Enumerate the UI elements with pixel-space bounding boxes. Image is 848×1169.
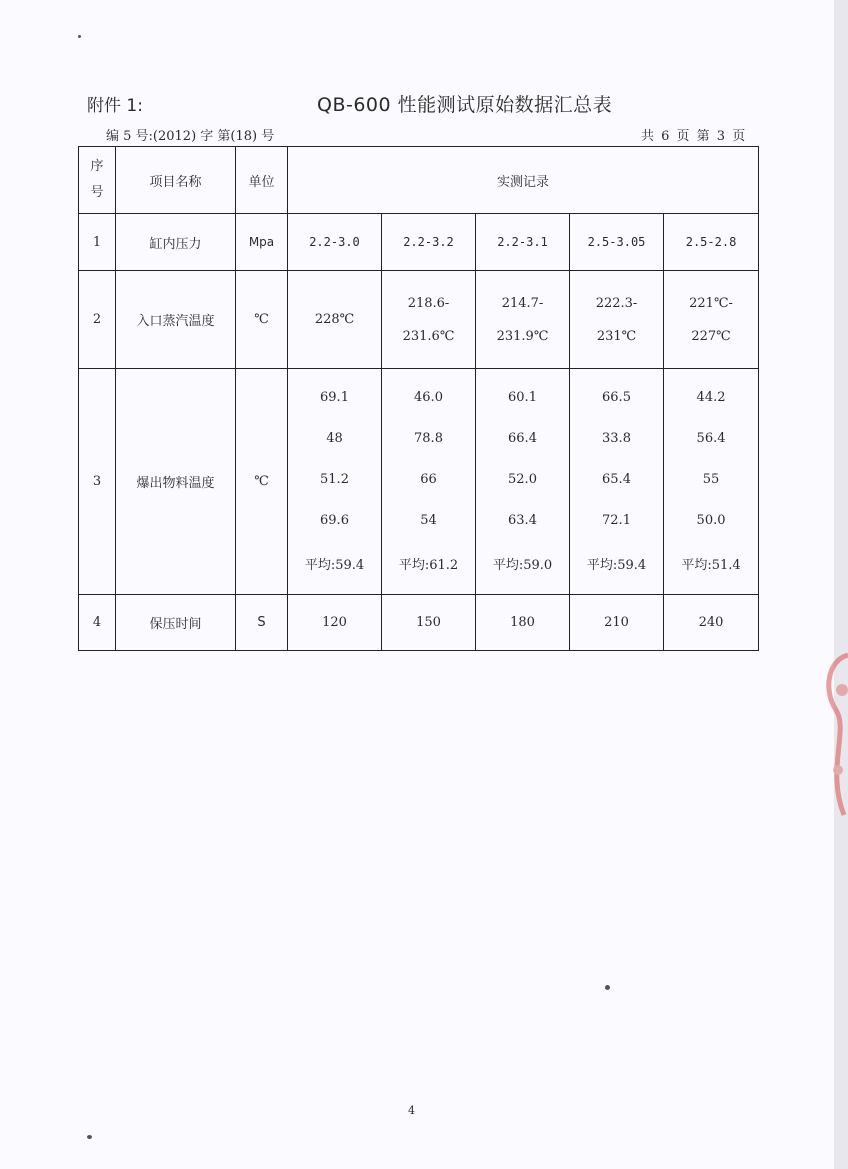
value-cell	[382, 369, 476, 595]
scan-speck	[87, 1135, 92, 1139]
value-cell	[288, 271, 382, 369]
test-data-table	[78, 146, 759, 651]
value-cell	[570, 369, 664, 595]
red-seal-stamp	[818, 650, 848, 820]
header-seq-top: 序	[90, 159, 104, 174]
value-line: 51.2	[320, 472, 349, 487]
value-line: 66	[420, 472, 437, 487]
attachment-label: 附件 1:	[87, 96, 143, 116]
value-cell: 2.2-3.1	[476, 214, 570, 271]
value-cell	[476, 271, 570, 369]
average-line: 平均:51.4	[681, 558, 741, 573]
value-line: 54	[420, 513, 437, 528]
value-line: 231.6℃	[402, 328, 455, 344]
average-line: 平均:61.2	[398, 558, 459, 573]
value-line: 66.5	[602, 390, 631, 405]
value-line: 78.8	[414, 431, 443, 446]
scan-speck	[78, 35, 81, 38]
table-row	[79, 214, 759, 271]
value-cell	[382, 271, 476, 369]
header-seq	[79, 147, 116, 214]
average-line: 平均:59.4	[586, 558, 647, 573]
row-item: 保压时间	[116, 595, 236, 651]
value-cell: 2.2-3.0	[288, 214, 382, 271]
value-line: 46.0	[414, 390, 443, 405]
row-seq: 1	[79, 214, 116, 271]
value-line: 218.6-	[407, 295, 450, 311]
value-cell	[664, 369, 759, 595]
value-cell: 2.5-2.8	[664, 214, 759, 271]
value-line: 221℃-	[689, 295, 733, 311]
average-line: 平均:59.4	[304, 558, 365, 573]
value-cell: 210	[570, 595, 664, 651]
value-line: 231℃	[596, 328, 637, 344]
document-number: 编 5 号:(2012) 字 第(18) 号	[106, 129, 275, 144]
header-seq-bottom: 号	[90, 185, 104, 200]
value-cell: 120	[288, 595, 382, 651]
value-cell: 150	[382, 595, 476, 651]
value-cell	[476, 369, 570, 595]
table-row	[79, 271, 759, 369]
header-records: 实测记录	[288, 147, 759, 214]
average-line: 平均:59.0	[492, 558, 553, 573]
value-line: 72.1	[602, 513, 631, 528]
value-line: 69.6	[320, 513, 349, 528]
header-item: 项目名称	[116, 147, 236, 214]
row-item: 入口蒸汽温度	[116, 271, 236, 369]
value-cell: 2.2-3.2	[382, 214, 476, 271]
row-item: 缸内压力	[116, 214, 236, 271]
row-unit: Mpa	[236, 214, 288, 271]
value-line: 227℃	[691, 328, 731, 344]
table-row	[79, 595, 759, 651]
row-unit: ℃	[236, 369, 288, 595]
value-cell	[288, 369, 382, 595]
value-line: 50.0	[696, 513, 726, 528]
value-line: 55	[702, 472, 720, 487]
row-seq: 2	[79, 271, 116, 369]
value-line: 69.1	[320, 390, 349, 405]
value-line: 65.4	[602, 472, 631, 487]
row-unit: S	[236, 595, 288, 651]
value-line: 60.1	[508, 390, 537, 405]
header-row	[79, 147, 759, 214]
value-line: 66.4	[508, 431, 537, 446]
value-line: 48	[326, 431, 343, 446]
value-line: 33.8	[602, 431, 631, 446]
value-line: 222.3-	[595, 295, 638, 311]
page-info: 共 6 页 第 3 页	[641, 129, 746, 144]
value-cell	[570, 271, 664, 369]
value-cell: 240	[664, 595, 759, 651]
row-seq: 4	[79, 595, 116, 651]
value-line: 44.2	[696, 390, 726, 405]
value-line: 52.0	[508, 472, 537, 487]
document-title: QB-600 性能测试原始数据汇总表	[317, 94, 613, 116]
value-line: 214.7-	[501, 295, 544, 311]
value-line: 228℃	[314, 312, 355, 327]
row-unit: ℃	[236, 271, 288, 369]
row-seq: 3	[79, 369, 116, 595]
page-number: 4	[408, 1104, 415, 1117]
row-item: 爆出物料温度	[116, 369, 236, 595]
value-line: 56.4	[696, 431, 726, 446]
value-line: 63.4	[508, 513, 537, 528]
value-line: 231.9℃	[496, 328, 549, 344]
header-unit: 单位	[236, 147, 288, 214]
value-cell	[664, 271, 759, 369]
scan-speck	[605, 985, 610, 990]
scan-edge	[834, 0, 848, 1169]
value-cell: 2.5-3.05	[570, 214, 664, 271]
value-cell: 180	[476, 595, 570, 651]
table-row	[79, 369, 759, 595]
